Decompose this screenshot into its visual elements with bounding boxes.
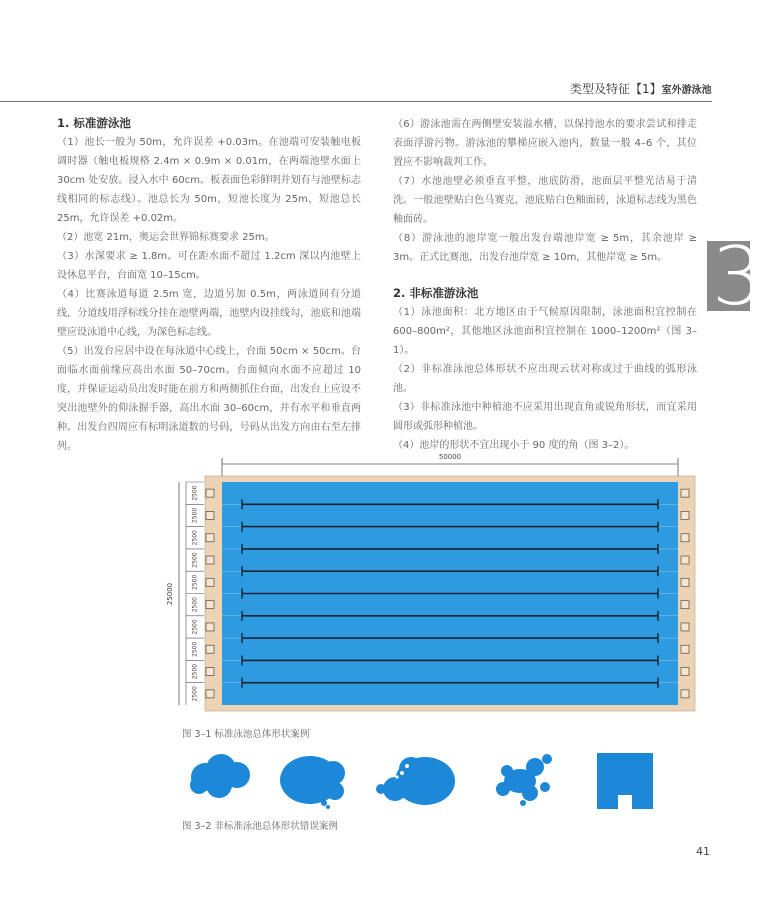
lane-width-label: 2500 (191, 597, 199, 613)
starting-block (681, 489, 689, 497)
starting-block (681, 511, 689, 519)
starting-block (206, 645, 214, 653)
pool-length-dimension: 50000 (438, 453, 462, 461)
lane-width-label: 2500 (191, 686, 199, 702)
left-column (57, 113, 361, 456)
paragraph: （8）游泳池的池岸宽一般出发台端池岸宽 ≥ 5m，其余池岸 ≥ 3m。正式比赛池，出发台池岸宽 ≥ 10m，其他岸宽 ≥ 5m。 (393, 233, 697, 263)
starting-block (681, 601, 689, 609)
right-column (393, 115, 697, 455)
starting-block (206, 534, 214, 542)
starting-block (681, 623, 689, 631)
starting-block (206, 690, 214, 698)
section-heading-nonstandard-pool: 2. 非标准游泳池 (393, 286, 479, 300)
lane-width-label: 2500 (191, 485, 199, 501)
blob-shape-with-islands (376, 757, 455, 805)
lane-width-label: 2500 (191, 619, 199, 635)
paragraph: （3）水深要求 ≥ 1.8m。可在距水面不超过 1.2cm 深以内池壁上设休息平台，台面宽 10–15cm。 (57, 251, 361, 281)
paragraph: （5）出发台应居中设在每泳道中心线上，台面 50cm × 50cm。台面临水面前缘应高出水面 50–70cm。台面倾向水面不应超过 10 度，并保证运动员出发时能在前方和两侧抓住台面，出发台上应设不突出池壁外的仰泳握手器，高出水面 30–60cm，并有水平和垂直两种。出发台四周应有标明泳道数的号码，号码从出发方向由右至左排列。 (57, 346, 361, 452)
lane-width-label: 2500 (191, 663, 199, 680)
figure-nonstandard-pool-shapes (185, 745, 665, 815)
paragraph: （1）池长一般为 50m，允许误差 +0.03m。在池端可安装触电板调时器（触电板规格 2.4m × 0.9m × 0.01m，在两端池壁水面上 30cm 处安放。浸入水中 60cm。板表面色彩鲜明并划有与池壁标志线相同的标志线）。池总长为 50m，短池长度为 25m，短池总长 25m，允许误差 +0.02m。 (57, 137, 361, 224)
figure-standard-pool-plan (160, 448, 720, 723)
lane-width-label: 2500 (191, 507, 199, 524)
lane-width-label: 2500 (191, 552, 199, 568)
header-title: 类型及特征【1】 (570, 82, 662, 96)
figure-1-caption: 图 3–1 标准泳池总体形状案例 (182, 729, 310, 740)
lane-width-label: 2500 (191, 574, 199, 590)
cloud-shape-1 (190, 754, 250, 798)
paragraph: （3）非标准泳池中种植池不应采用出现直角或锐角形状，而宜采用圆形或弧形种植池。 (393, 402, 697, 432)
figure-2-caption: 图 3–2 非标准泳池总体形状错误案例 (182, 821, 338, 832)
paragraph: （2）非标准泳池总体形状不应出现云状对称或过于曲线的弧形泳池。 (393, 364, 697, 394)
section-heading-standard-pool: 1. 标准游泳池 (57, 116, 131, 130)
paragraph: （4）比赛泳道每道 2.5m 宽，边道另加 0.5m，两泳道间有分道线，分道线用浮标线分挂在池壁两端，池壁内设挂线勾，池底和池端壁应设泳道中心线，为深色标志线。 (57, 289, 361, 338)
starting-block (681, 668, 689, 676)
paragraph: （4）池岸的形状不宜出现小于 90 度的角（图 3–2）。 (393, 440, 635, 451)
paragraph: （6）游泳池需在两侧壁安装溢水槽，以保持池水的要求尝试和排走表面浮游污物。游泳池的攀梯应嵌入池内，数量一般 4–6 个，其位置应不影响裁判工作。 (393, 119, 697, 168)
starting-block (681, 690, 689, 698)
header-subtitle: 室外游泳池 (661, 85, 712, 96)
starting-block (206, 668, 214, 676)
pool-width-dimension: 25000 (166, 582, 174, 606)
starting-block (206, 578, 214, 586)
starting-block (206, 511, 214, 519)
page-number: 41 (696, 845, 710, 858)
running-header (570, 80, 712, 97)
splash-shape (496, 754, 552, 806)
starting-block (206, 556, 214, 564)
starting-block (206, 601, 214, 609)
lane-width-label: 2500 (191, 530, 199, 546)
notched-square-shape (597, 753, 653, 809)
cloud-shape-2 (280, 756, 345, 809)
starting-block (681, 556, 689, 564)
starting-block (206, 489, 214, 497)
chapter-number: 3 (712, 230, 763, 323)
starting-block (681, 578, 689, 586)
starting-block (681, 645, 689, 653)
header-rule (0, 101, 712, 102)
starting-block (681, 534, 689, 542)
paragraph: （2）池宽 21m，奥运会世界锦标赛要求 25m。 (57, 232, 275, 243)
paragraph: （1）泳池面积：北方地区由于气候原因限制，泳池面积宜控制在 600–800m²，其他地区泳池面积宜控制在 1000–1200m²（图 3–1）。 (393, 307, 697, 356)
paragraph: （7）水池池壁必须垂直平整，池底防滑，池面层平整光洁易于清洗。一般池壁贴白色马赛克，池底贴白色釉面砖，泳道标志线为黑色釉面砖。 (393, 176, 697, 225)
starting-block (206, 623, 214, 631)
lane-width-label: 2500 (191, 641, 199, 657)
